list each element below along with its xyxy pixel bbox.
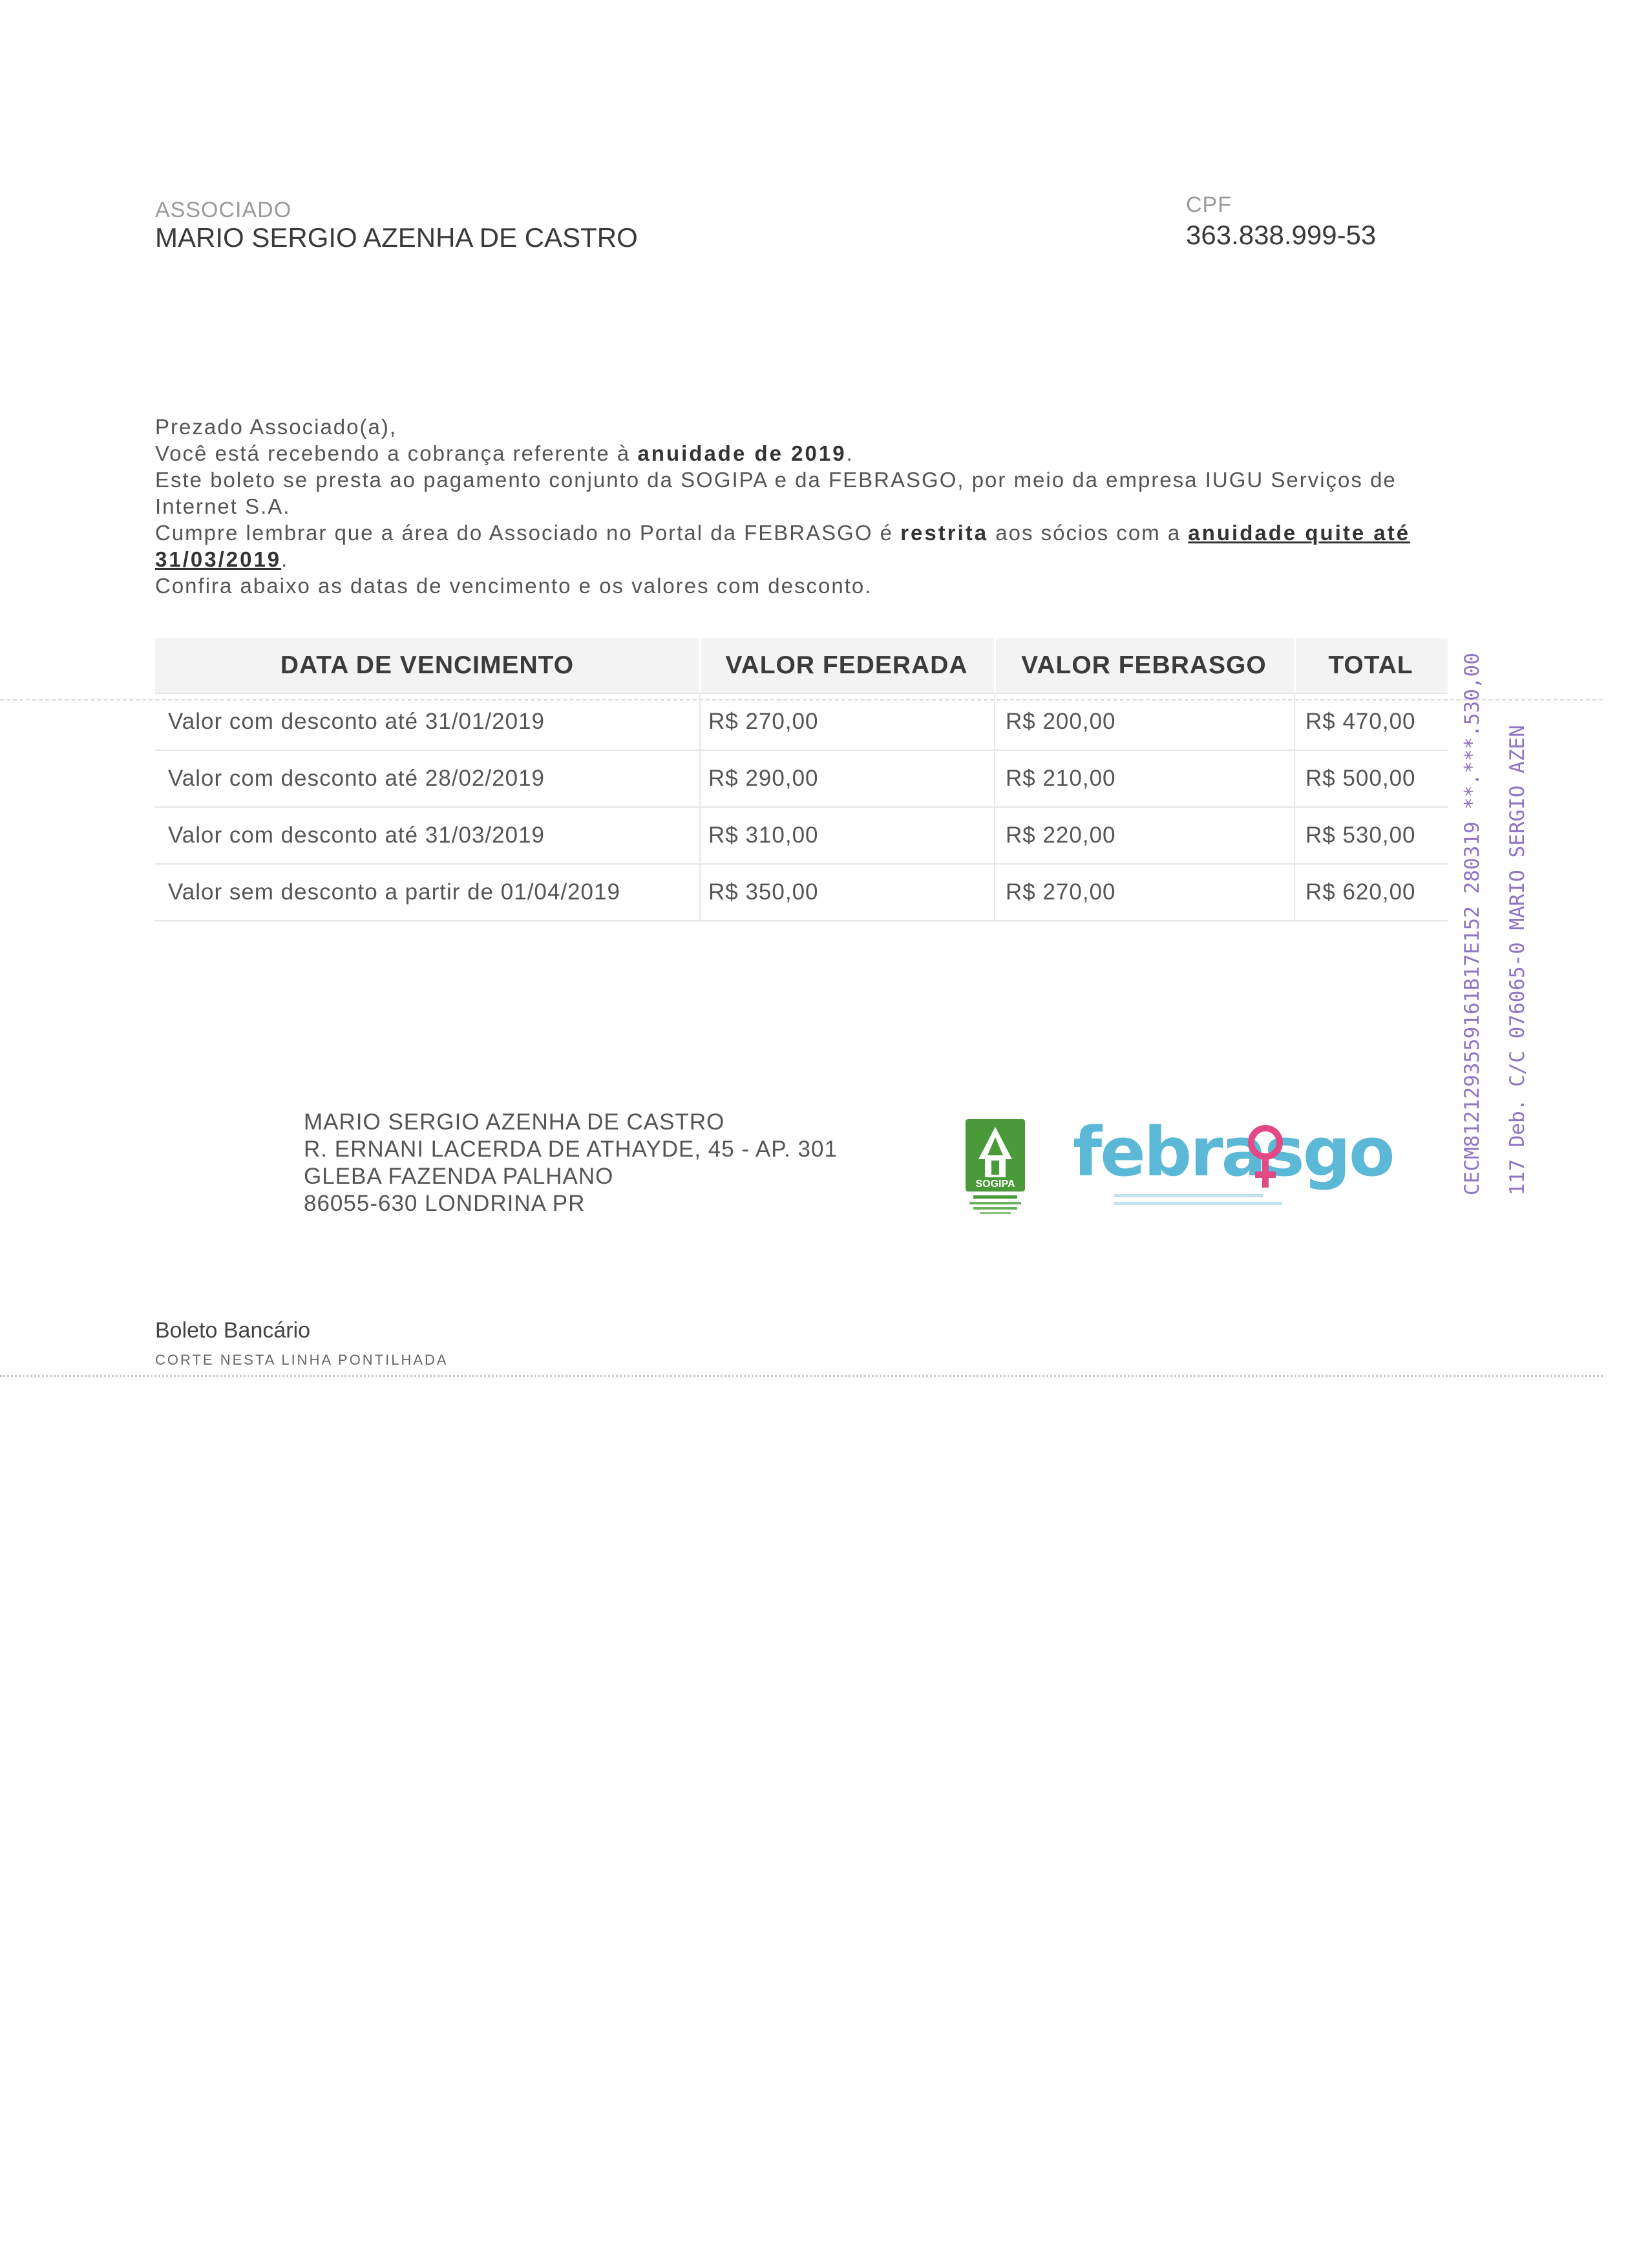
- greeting: Prezado Associado(a),: [155, 415, 397, 439]
- mailing-address: [304, 1109, 838, 1217]
- row-total: R$ 500,00: [1305, 766, 1416, 791]
- anuidade-bold: anuidade de 2019: [637, 441, 847, 465]
- stamp-line-1: CECM8121293559161B17E152 280319 **.***.530,00: [1461, 653, 1484, 1195]
- associado-name: MARIO SERGIO AZENHA DE CASTRO: [155, 222, 638, 253]
- letter-line-2: Você está recebendo a cobrança referente à anuidade de 2019.: [155, 441, 854, 465]
- header-valor-federada: VALOR FEDERADA: [725, 651, 968, 679]
- table-row: [155, 863, 1448, 921]
- row-valor-febrasgo: R$ 210,00: [1006, 766, 1116, 791]
- row-valor-febrasgo: R$ 200,00: [1006, 709, 1116, 734]
- cut-line-label: CORTE NESTA LINHA PONTILHADA: [155, 1352, 449, 1368]
- row-valor-federada: R$ 270,00: [708, 709, 819, 734]
- row-valor-febrasgo: R$ 220,00: [1006, 823, 1116, 848]
- row-label: Valor sem desconto a partir de 01/04/2019: [168, 879, 620, 905]
- sogipa-logo-text: SOGIPA: [975, 1179, 1015, 1190]
- table-row: [155, 806, 1448, 863]
- row-label: Valor com desconto até 31/03/2019: [168, 823, 545, 848]
- address-name: MARIO SERGIO AZENHA DE CASTRO: [304, 1109, 725, 1135]
- cpf-label: CPF: [1186, 193, 1232, 217]
- letter-line-6: 31/03/2019.: [155, 547, 289, 571]
- anuidade-quite-underline: anuidade quite até: [1188, 521, 1411, 545]
- letter-line-7: Confira abaixo as datas de vencimento e os valores com desconto.: [155, 574, 872, 598]
- table-row: [155, 750, 1448, 806]
- row-valor-febrasgo: R$ 270,00: [1006, 879, 1116, 905]
- row-valor-federada: R$ 350,00: [708, 879, 819, 905]
- female-symbol-icon: [1246, 1120, 1285, 1193]
- letter-line-3: Este boleto se presta ao pagamento conjunto da SOGIPA e da FEBRASGO, por meio da empresa IUGU Serviços de: [155, 468, 1397, 492]
- letter-body: [155, 414, 1448, 599]
- cut-line: [0, 1375, 1603, 1377]
- deadline-date: 31/03/2019: [155, 547, 282, 571]
- febrasgo-wordmark: febrasgo: [1073, 1113, 1393, 1192]
- row-total: R$ 620,00: [1305, 879, 1416, 905]
- header-vencimento: DATA DE VENCIMENTO: [280, 651, 575, 679]
- fee-table: [155, 638, 1448, 921]
- header-total: TOTAL: [1328, 651, 1413, 679]
- letter-line-5: Cumpre lembrar que a área do Associado no Portal da FEBRASGO é restrita aos sócios com a anuidade quite até: [155, 521, 1411, 545]
- row-label: Valor com desconto até 31/01/2019: [168, 709, 545, 734]
- restrita-bold: restrita: [900, 521, 989, 545]
- row-valor-federada: R$ 310,00: [708, 823, 819, 848]
- row-total: R$ 470,00: [1305, 709, 1416, 734]
- letter-line-4: Internet S.A.: [155, 494, 291, 518]
- table-header: [155, 638, 1448, 693]
- address-city: 86055-630 LONDRINA PR: [304, 1191, 586, 1216]
- stamp-line-2: 117 Deb. C/C 076065-0 MARIO SERGIO AZEN: [1506, 725, 1529, 1195]
- bank-authentication-stamp: [1452, 653, 1542, 1195]
- table-row: [155, 693, 1448, 750]
- boleto-label: Boleto Bancário: [155, 1318, 311, 1343]
- row-label: Valor com desconto até 28/02/2019: [168, 766, 545, 791]
- row-total: R$ 530,00: [1305, 823, 1416, 848]
- cpf-value: 363.838.999-53: [1186, 220, 1377, 250]
- febrasgo-logo: [1073, 1113, 1393, 1216]
- header-valor-febrasgo: VALOR FEBRASGO: [1021, 651, 1267, 679]
- address-district: GLEBA FAZENDA PALHANO: [304, 1164, 614, 1189]
- row-valor-federada: R$ 290,00: [708, 766, 819, 791]
- associado-label: ASSOCIADO: [155, 198, 292, 222]
- address-street: R. ERNANI LACERDA DE ATHAYDE, 45 - AP. 301: [304, 1137, 838, 1162]
- sogipa-logo: [960, 1118, 1030, 1221]
